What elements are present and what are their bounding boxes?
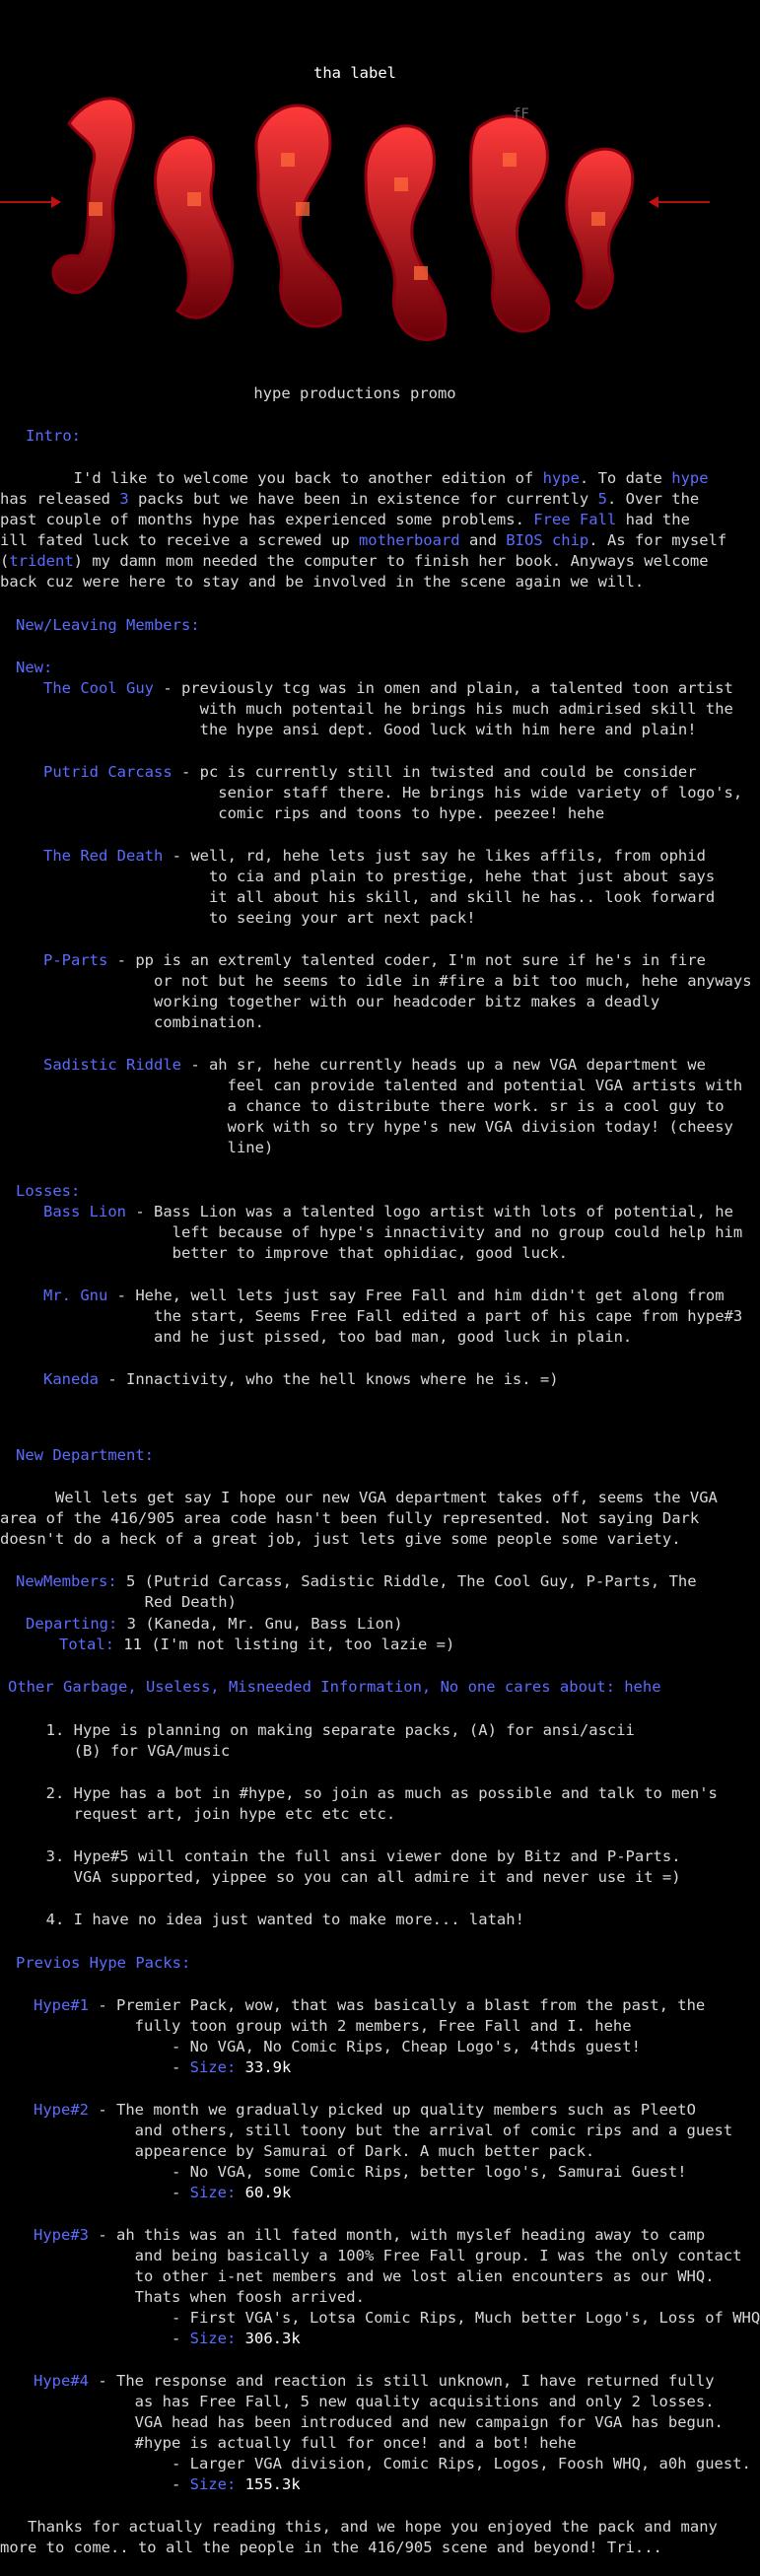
garbage-heading: Other Garbage, Useless, Misneeded Information, No one cares about: hehe <box>8 1678 661 1696</box>
outro-line: Thanks for actually reading this, and we hope you enjoyed the pack and many <box>0 2518 718 2536</box>
garbage-item: 4. I have no idea just wanted to make more... latah! <box>0 1911 524 1928</box>
intro-line-5: (trident) my damn mom needed the computer to finish her book. Anyways welcome <box>0 552 709 570</box>
garbage-item: 3. Hype#5 will contain the full ansi viewer done by Bitz and P-Parts. <box>0 1847 681 1865</box>
intro-heading: Intro: <box>26 427 81 445</box>
members-heading: New/Leaving Members: <box>16 616 200 634</box>
garbage-item: (B) for VGA/music <box>0 1742 231 1760</box>
pack-name: Hype#2 <box>34 2101 89 2119</box>
stat-new-cont: Red Death) <box>16 1593 237 1611</box>
losses-heading: Losses: <box>16 1182 81 1200</box>
pack-name: Hype#4 <box>34 2372 89 2390</box>
new-heading: New: <box>16 659 53 676</box>
pack-name: Hype#3 <box>34 2226 89 2244</box>
hype-logo <box>0 84 710 380</box>
intro-line-4: ill fated luck to receive a screwed up motherboard and BIOS chip. As for myself <box>0 531 727 549</box>
stat-total: Total: 11 (I'm not listing it, too lazie =) <box>59 1636 455 1653</box>
logo-initials: fF <box>513 106 529 122</box>
garbage-item: request art, join hype etc etc etc. <box>0 1805 396 1823</box>
garbage-item: VGA supported, yippee so you can all admire it and never use it =) <box>0 1868 681 1886</box>
label-title: tha label <box>313 64 396 82</box>
intro-line-2: has released 3 packs but we have been in existence for currently 5. Over the <box>0 490 700 508</box>
member-name: Sadistic Riddle <box>43 1056 181 1074</box>
dept-heading: New Department: <box>16 1446 154 1464</box>
promo-title: hype productions promo <box>253 384 456 402</box>
member-name: The Cool Guy <box>43 679 154 697</box>
stat-new: NewMembers: 5 (Putrid Carcass, Sadistic Riddle, The Cool Guy, P-Parts, The <box>16 1572 697 1590</box>
intro-line-1: I'd like to welcome you back to another edition of hype. To date hype <box>0 469 709 487</box>
outro-line: more to come.. to all the people in the 416/905 scene and beyond! Tri... <box>0 2539 662 2556</box>
dept-line: area of the 416/905 area code hasn't been fully represented. Not saying Dark <box>0 1509 700 1527</box>
dept-line: Well lets get say I hope our new VGA department takes off, seems the VGA <box>0 1489 718 1506</box>
dept-line: doesn't do a heck of a great job, just lets give some people some variety. <box>0 1530 681 1548</box>
stat-departing: Departing: 3 (Kaneda, Mr. Gnu, Bass Lion) <box>26 1615 403 1633</box>
intro-line-3: past couple of months hype has experienced some problems. Free Fall had the <box>0 511 690 528</box>
member-name: P-Parts <box>43 951 108 969</box>
intro-line-6: back cuz were here to stay and be involved in the scene again we will. <box>0 573 645 591</box>
garbage-item: 1. Hype is planning on making separate packs, (A) for ansi/ascii <box>0 1721 635 1739</box>
member-name: Kaneda <box>43 1370 99 1388</box>
pack-name: Hype#1 <box>34 1996 89 2014</box>
member-name: Bass Lion <box>43 1203 126 1220</box>
packs-heading: Previos Hype Packs: <box>16 1954 191 1972</box>
garbage-item: 2. Hype has a bot in #hype, so join as much as possible and talk to men's <box>0 1784 718 1802</box>
member-name: The Red Death <box>43 847 164 865</box>
member-name: Mr. Gnu <box>43 1287 108 1304</box>
member-name: Putrid Carcass <box>43 763 173 781</box>
